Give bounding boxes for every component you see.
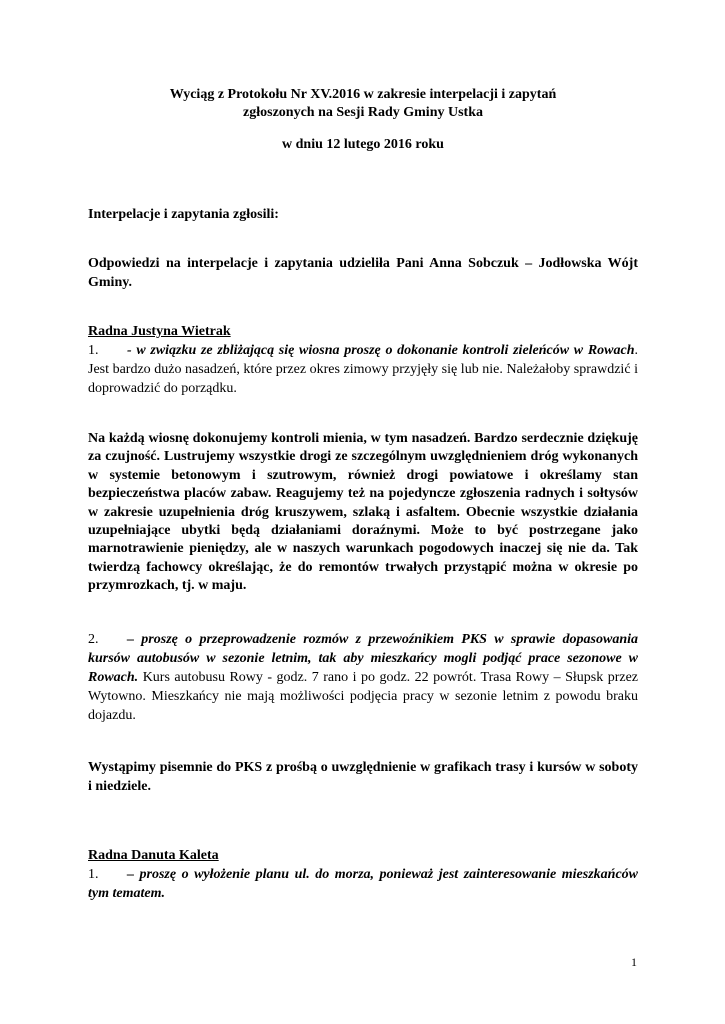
question-text: – proszę o przeprowadzenie rozmów z przewoźnikiem PKS w sprawie dopasowania kursów autobusów w sezonie letnim, tak aby mieszkańcy mogli podjąć prace sezonowe w Rowach. — [88, 632, 638, 685]
session-date: w dniu 12 lutego 2016 roku — [282, 137, 444, 152]
question-end: . — [634, 343, 638, 358]
question-2-wietrak — [88, 630, 638, 725]
submitted-by-label: Interpelacje i zapytania zgłosili: — [88, 207, 279, 222]
answer-2-wietrak: Wystąpimy pisemnie do PKS z prośbą o uwzględnienie w grafikach trasy i kursów w soboty i niedziele. — [88, 760, 638, 794]
title-line-2: zgłoszonych na Sesji Rady Gminy Ustka — [243, 105, 483, 120]
question-text: – proszę o wyłożenie planu ul. do morza, ponieważ jest zainteresowanie mieszkańców tym tematem. — [88, 867, 638, 901]
answers-by-paragraph: Odpowiedzi na interpelacje i zapytania udzieliła Pani Anna Sobczuk – Jodłowska Wójt Gminy. — [88, 256, 638, 290]
question-number: 1. — [88, 867, 99, 882]
answer-1-wietrak: Na każdą wiosnę dokonujemy kontroli mienia, w tym nasadzeń. Bardzo serdecznie dziękuję za czujność. Lustrujemy wszystkie drogi ze szczególnym uwzględnieniem dróg wykonanych w systemie betonowym i szutrowym, również drogi powiatowe i określamy stan bezpieczeństwa placów zabaw. Reagujemy też na pojedyncze zgłoszenia radnych i sołtysów w zakresie uzupełnienia dróg kruszywem, szlaką i asfaltem. Obecnie wszystkie działania uzupełniające ubytki będą działaniami doraźnymi. Może to być postrzegane jako marnotrawienie pieniędzy, ale w naszych warunkach pogodowych inaczej się nie da. Tak twierdzą fachowcy określając, że do remontów trwałych przystąpić można w okresie po przymrozkach, tj. w maju. — [88, 431, 638, 594]
question-number: 1. — [88, 343, 99, 358]
question-details: Jest bardzo dużo nasadzeń, które przez okres zimowy przyjęły się lub nie. Należałoby sprawdzić i doprowadzić do porządku. — [88, 362, 638, 396]
question-1-kaleta — [88, 865, 638, 903]
document-title — [88, 86, 638, 122]
title-line-1: Wyciąg z Protokołu Nr XV.2016 w zakresie interpelacji i zapytań — [169, 87, 557, 102]
question-1-wietrak — [88, 341, 638, 398]
question-details: Kurs autobusu Rowy - godz. 7 rano i po godz. 22 powrót. Trasa Rowy – Słupsk przez Wytowno. Mieszkańcy nie mają możliwości podjęcia pracy w sezonie letnim z powodu braku dojazdu. — [88, 670, 638, 723]
councillor-heading-kaleta: Radna Danuta Kaleta — [88, 848, 219, 863]
question-text: - w związku ze zbliżającą się wiosna proszę o dokonanie kontroli zieleńców w Rowach — [127, 343, 635, 358]
question-number: 2. — [88, 632, 99, 647]
councillor-heading-wietrak: Radna Justyna Wietrak — [88, 324, 231, 339]
page-number: 1 — [631, 955, 637, 969]
